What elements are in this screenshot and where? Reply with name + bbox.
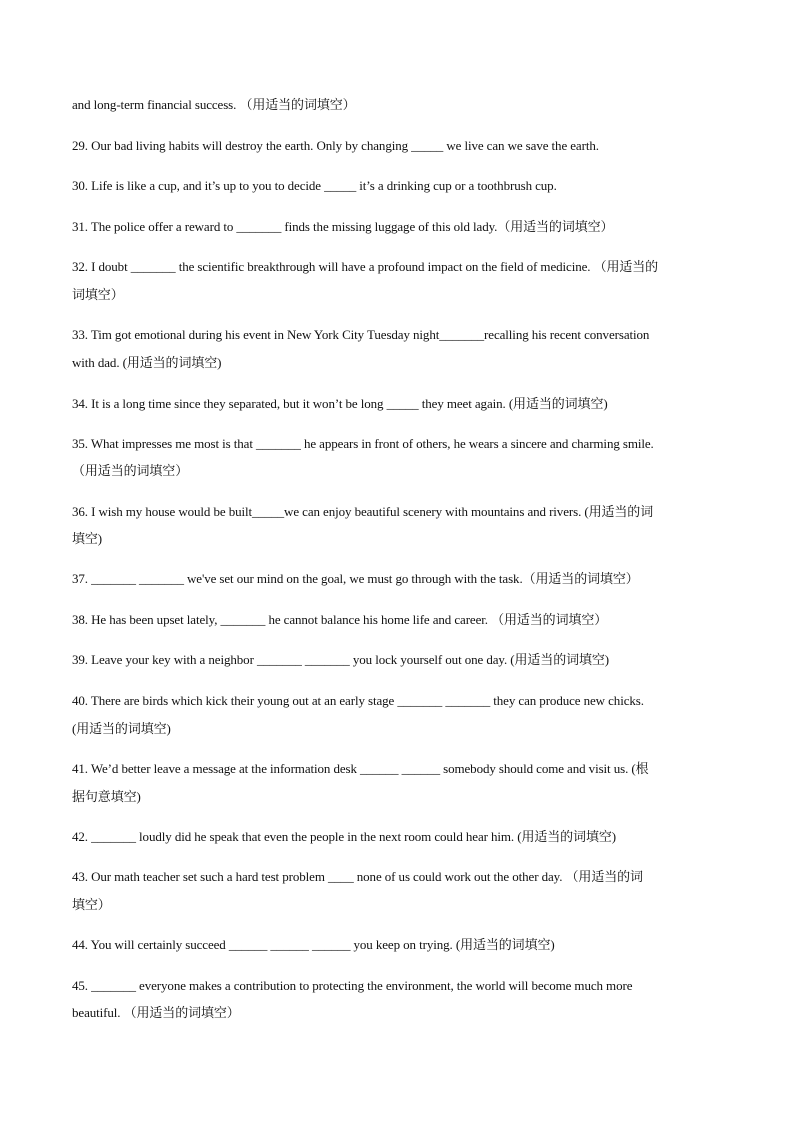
- text-line: 42. _______ loudly did he speak that even the people in the next room could hear him. (用适当的词填空): [72, 829, 616, 844]
- text-line: 33. Tim got emotional during his event in New York City Tuesday night_______recalling his recent conversation: [72, 327, 650, 342]
- text-line: 据句意填空): [72, 789, 141, 804]
- text-line: 44. You will certainly succeed ______ ______ ______ you keep on trying. (用适当的词填空): [72, 937, 555, 952]
- text-line: 填空): [72, 531, 103, 546]
- text-line: 29. Our bad living habits will destroy the earth. Only by changing _____ we live can we save the earth.: [72, 138, 599, 153]
- text-line: 32. I doubt _______ the scientific breakthrough will have a profound impact on the field of medicine. （用适当的: [72, 259, 659, 274]
- text-line: (用适当的词填空): [72, 721, 171, 736]
- text-line: 43. Our math teacher set such a hard test problem ____ none of us could work out the other day. （用适当的词: [72, 869, 643, 884]
- text-line: with dad. (用适当的词填空): [72, 355, 222, 370]
- text-line: 38. He has been upset lately, _______ he cannot balance his home life and career. （用适当的词填空）: [72, 612, 608, 627]
- text-line: 36. I wish my house would be built_____we can enjoy beautiful scenery with mountains and rivers. (用适当的词: [72, 504, 654, 519]
- text-line: 30. Life is like a cup, and it’s up to you to decide _____ it’s a drinking cup or a toothbrush cup.: [72, 178, 557, 193]
- text-line: 35. What impresses me most is that _______ he appears in front of others, he wears a sincere and charming smile.: [72, 436, 654, 451]
- text-line: （用适当的词填空）: [72, 463, 189, 478]
- text-line: 34. It is a long time since they separated, but it won’t be long _____ they meet again. (用适当的词填空): [72, 396, 608, 411]
- text-line: 40. There are birds which kick their young out at an early stage _______ _______ they can produce new chicks.: [72, 693, 644, 708]
- text-line: and long-term financial success. （用适当的词填空）: [72, 97, 356, 112]
- text-line: 37. _______ _______ we've set our mind on the goal, we must go through with the task.（用适当的词填空）: [72, 571, 639, 586]
- text-line: 45. _______ everyone makes a contribution to protecting the environment, the world will become much more: [72, 978, 633, 993]
- text-line: 39. Leave your key with a neighbor _______ _______ you lock yourself out one day. (用适当的词填空): [72, 652, 610, 667]
- text-line: 词填空）: [72, 287, 124, 302]
- text-line: beautiful. （用适当的词填空）: [72, 1005, 240, 1020]
- text-line: 填空）: [72, 897, 111, 912]
- text-line: 31. The police offer a reward to _______ finds the missing luggage of this old lady.（用适当的词填空）: [72, 219, 614, 234]
- text-line: 41. We’d better leave a message at the information desk ______ ______ somebody should come and visit us. (根: [72, 761, 649, 776]
